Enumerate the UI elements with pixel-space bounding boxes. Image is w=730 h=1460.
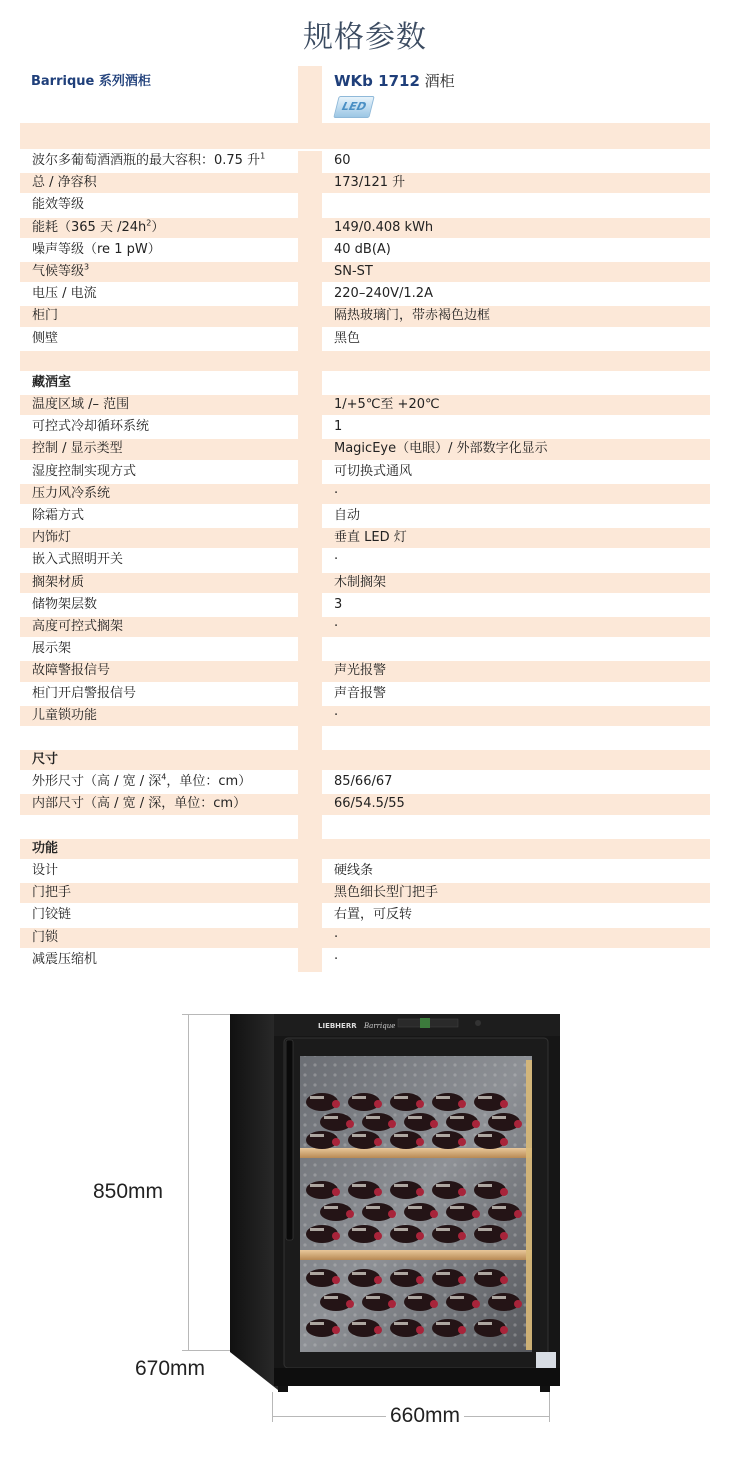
bottle-cap <box>332 1326 340 1334</box>
spec-label: 内饰灯 <box>20 528 298 548</box>
spec-table <box>20 66 710 972</box>
bottle-label <box>394 1096 408 1099</box>
bottle-label <box>310 1272 324 1275</box>
spec-value: 自动 <box>322 506 710 526</box>
bottle-label <box>450 1206 464 1209</box>
bottle-cap <box>500 1100 508 1108</box>
spec-row <box>20 550 710 572</box>
spec-row <box>20 706 710 728</box>
bottle-cap <box>416 1276 424 1284</box>
bottle-cap <box>374 1188 382 1196</box>
spec-value <box>322 750 710 770</box>
bottle-label <box>478 1184 492 1187</box>
led-badge-icon: LED <box>333 96 374 118</box>
spec-label: 可控式冷却循环系统 <box>20 417 298 437</box>
spec-row <box>20 661 710 683</box>
spec-label: 嵌入式照明开关 <box>20 550 298 570</box>
bottle-cap <box>346 1300 354 1308</box>
spec-row <box>20 306 710 328</box>
bottle-cap <box>472 1300 480 1308</box>
bottle-label <box>450 1116 464 1119</box>
spec-value: 黑色细长型门把手 <box>322 883 710 903</box>
bottle-label <box>366 1296 380 1299</box>
bottle-cap <box>500 1232 508 1240</box>
spec-row <box>20 173 710 195</box>
spec-value: 173/121 升 <box>322 173 710 193</box>
bottle-label <box>408 1116 422 1119</box>
bottle-label <box>394 1272 408 1275</box>
spec-label: 压力风冷系统 <box>20 484 298 504</box>
bottle-label <box>324 1296 338 1299</box>
bottle-cap <box>430 1210 438 1218</box>
brand-script-logo: Barrique <box>364 1022 396 1030</box>
spec-label: 门铰链 <box>20 905 298 925</box>
spec-row <box>20 151 710 173</box>
lock-icon <box>475 1020 481 1026</box>
spec-label: 减震压缩机 <box>20 950 298 970</box>
spec-row <box>20 195 710 217</box>
bottle-label <box>492 1116 506 1119</box>
bottle-cap <box>430 1120 438 1128</box>
spec-rows <box>20 151 710 972</box>
spec-row <box>20 861 710 883</box>
bottle-cap <box>332 1138 340 1146</box>
spec-value: 右置，可反转 <box>322 905 710 925</box>
spec-label <box>20 351 298 371</box>
spec-value: MagicEye（电眼）/ 外部数字化显示 <box>322 439 710 459</box>
spec-row <box>20 484 710 506</box>
display-icon <box>420 1018 430 1028</box>
bottle-cap <box>458 1326 466 1334</box>
led-light-strip <box>526 1060 532 1350</box>
product-figure <box>0 1000 730 1460</box>
spec-row <box>20 284 710 306</box>
spec-label: 波尔多葡萄酒酒瓶的最大容积：0.75 升$^1$ <box>20 151 298 171</box>
bottle-label <box>394 1228 408 1231</box>
spec-row <box>20 351 710 373</box>
series-name: Barrique 系列酒柜 <box>31 74 151 89</box>
bottle-label <box>492 1296 506 1299</box>
bottle-cap <box>416 1100 424 1108</box>
bottle-cap <box>374 1276 382 1284</box>
spec-value <box>322 728 710 748</box>
bottle-label <box>492 1206 506 1209</box>
spec-value <box>322 195 710 215</box>
bottle-label <box>408 1206 422 1209</box>
bottle-label <box>366 1116 380 1119</box>
bottle-label <box>310 1228 324 1231</box>
bottle-label <box>366 1206 380 1209</box>
bottle-label <box>478 1134 492 1137</box>
spec-row <box>20 950 710 972</box>
bottle-label <box>310 1322 324 1325</box>
bottle-cap <box>416 1232 424 1240</box>
spec-row <box>20 506 710 528</box>
spec-value: 木制搁架 <box>322 573 710 593</box>
bottle-cap <box>346 1210 354 1218</box>
spec-value <box>322 817 710 837</box>
spec-label: 储物架层数 <box>20 595 298 615</box>
bottle-label <box>478 1096 492 1099</box>
spec-value: 隔热玻璃门，带赤褐色边框 <box>322 306 710 326</box>
spec-row <box>20 883 710 905</box>
height-dimension-label: 850mm <box>93 1180 164 1203</box>
spec-row <box>20 817 710 839</box>
bottle-cap <box>346 1120 354 1128</box>
spec-value: · <box>322 950 710 970</box>
spec-label: 功能 <box>20 839 298 859</box>
bottle-label <box>436 1184 450 1187</box>
bottle-cap <box>416 1188 424 1196</box>
spec-value: 40 dB(A) <box>322 240 710 260</box>
spec-label: 藏酒室 <box>20 373 298 393</box>
header-divider-bar <box>20 123 710 151</box>
spec-row <box>20 839 710 861</box>
spec-label: 能效等级 <box>20 195 298 215</box>
bottle-label <box>436 1134 450 1137</box>
wine-cabinet-illustration <box>0 1000 730 1460</box>
spec-label <box>20 728 298 748</box>
spec-label: 尺寸 <box>20 750 298 770</box>
spec-row <box>20 462 710 484</box>
spec-label: 气候等级$^3$ <box>20 262 298 282</box>
bottle-label <box>478 1228 492 1231</box>
bottle-label <box>310 1184 324 1187</box>
bottle-cap <box>472 1120 480 1128</box>
spec-label: 湿度控制实现方式 <box>20 462 298 482</box>
bottle-cap <box>374 1138 382 1146</box>
bottle-cap <box>430 1300 438 1308</box>
spec-label: 温度区域 /– 范围 <box>20 395 298 415</box>
model-name: WKb 1712 酒柜 <box>334 72 455 90</box>
spec-label: 电压 / 电流 <box>20 284 298 304</box>
bottle-cap <box>458 1138 466 1146</box>
spec-value: 1 <box>322 417 710 437</box>
spec-label: 外形尺寸（高 / 宽 / 深$^4$，单位：cm） <box>20 772 298 792</box>
spec-label: 设计 <box>20 861 298 881</box>
spec-value: · <box>322 550 710 570</box>
spec-row <box>20 439 710 461</box>
bottle-label <box>352 1134 366 1137</box>
spec-value: · <box>322 706 710 726</box>
bottle-cap <box>374 1100 382 1108</box>
bottle-cap <box>374 1232 382 1240</box>
spec-label: 噪声等级（re 1 pW） <box>20 240 298 260</box>
spec-value: 可切换式通风 <box>322 462 710 482</box>
spec-row <box>20 617 710 639</box>
bottle-cap <box>472 1210 480 1218</box>
spec-label: 控制 / 显示类型 <box>20 439 298 459</box>
door-handle <box>286 1040 293 1240</box>
spec-value: 黑色 <box>322 329 710 349</box>
page-title: 规格参数 <box>303 20 427 55</box>
spec-value: 1/+5℃至 +20℃ <box>322 395 710 415</box>
bottle-cap <box>500 1326 508 1334</box>
spec-row <box>20 595 710 617</box>
spec-value: 220–240V/1.2A <box>322 284 710 304</box>
spec-row <box>20 728 710 750</box>
spec-label: 高度可控式搁架 <box>20 617 298 637</box>
spec-value: 声光报警 <box>322 661 710 681</box>
bottle-cap <box>458 1188 466 1196</box>
spec-label: 门锁 <box>20 928 298 948</box>
spec-row <box>20 794 710 816</box>
spec-label: 总 / 净容积 <box>20 173 298 193</box>
spec-label <box>20 817 298 837</box>
spec-value: 声音报警 <box>322 684 710 704</box>
bottle-label <box>352 1184 366 1187</box>
spec-label: 柜门开启警报信号 <box>20 684 298 704</box>
bottle-label <box>310 1096 324 1099</box>
spec-value <box>322 373 710 393</box>
spec-value: 硬线条 <box>322 861 710 881</box>
spec-value: 60 <box>322 151 710 171</box>
spec-label: 儿童锁功能 <box>20 706 298 726</box>
bottle-cap <box>332 1276 340 1284</box>
spec-row <box>20 928 710 950</box>
spec-value <box>322 839 710 859</box>
spec-value: · <box>322 617 710 637</box>
bottle-label <box>352 1228 366 1231</box>
cabinet-side-panel <box>230 1014 278 1390</box>
bottle-cap <box>388 1300 396 1308</box>
bottle-cap <box>458 1232 466 1240</box>
spec-row <box>20 262 710 284</box>
bottle-label <box>394 1184 408 1187</box>
spec-value: SN-ST <box>322 262 710 282</box>
bottle-cap <box>416 1326 424 1334</box>
spec-value: · <box>322 928 710 948</box>
spec-row <box>20 395 710 417</box>
spec-row <box>20 772 710 794</box>
spec-label: 故障警报信号 <box>20 661 298 681</box>
bottle-label <box>436 1272 450 1275</box>
bottle-cap <box>500 1276 508 1284</box>
spec-row <box>20 417 710 439</box>
brand-logo: LIEBHERR <box>318 1022 357 1030</box>
spec-value: 垂直 LED 灯 <box>322 528 710 548</box>
bottle-label <box>478 1322 492 1325</box>
spec-row <box>20 750 710 772</box>
shelf-2 <box>300 1250 532 1260</box>
bottle-label <box>394 1134 408 1137</box>
bottle-cap <box>332 1188 340 1196</box>
bottle-label <box>436 1322 450 1325</box>
spec-row <box>20 218 710 240</box>
bottle-cap <box>500 1188 508 1196</box>
bottle-label <box>478 1272 492 1275</box>
bottle-label <box>352 1096 366 1099</box>
bottle-cap <box>388 1210 396 1218</box>
bottle-label <box>450 1296 464 1299</box>
spec-label: 展示架 <box>20 639 298 659</box>
bottle-cap <box>514 1210 522 1218</box>
bottle-cap <box>388 1120 396 1128</box>
spec-value: · <box>322 484 710 504</box>
shelf-1 <box>300 1148 532 1158</box>
bottle-label <box>436 1096 450 1099</box>
bottle-cap <box>500 1138 508 1146</box>
spec-row <box>20 329 710 351</box>
spec-label: 内部尺寸（高 / 宽 / 深，单位：cm） <box>20 794 298 814</box>
spec-label: 能耗（365 天 $/24h^2$） <box>20 218 298 238</box>
bottle-label <box>436 1228 450 1231</box>
spec-row <box>20 528 710 550</box>
spec-row <box>20 639 710 661</box>
bottle-cap <box>416 1138 424 1146</box>
spec-row <box>20 573 710 595</box>
spec-value <box>322 639 710 659</box>
bottle-cap <box>458 1100 466 1108</box>
bottle-label <box>394 1322 408 1325</box>
spec-table-header <box>20 66 710 123</box>
bottle-cap <box>514 1120 522 1128</box>
spec-value: 3 <box>322 595 710 615</box>
bottle-label <box>352 1272 366 1275</box>
bottle-label <box>324 1206 338 1209</box>
bottle-label <box>324 1116 338 1119</box>
spec-label: 除霜方式 <box>20 506 298 526</box>
bottle-cap <box>514 1300 522 1308</box>
depth-dimension-label: 670mm <box>135 1357 206 1380</box>
bottle-label <box>352 1322 366 1325</box>
bottle-cap <box>332 1232 340 1240</box>
spec-label: 门把手 <box>20 883 298 903</box>
spec-row <box>20 684 710 706</box>
width-dimension-label: 660mm <box>386 1404 464 1428</box>
spec-row <box>20 905 710 927</box>
bottle-cap <box>458 1276 466 1284</box>
spec-value: 85/66/67 <box>322 772 710 792</box>
spec-row <box>20 373 710 395</box>
spec-label: 搁架材质 <box>20 573 298 593</box>
spec-value: 149/0.408 kWh <box>322 218 710 238</box>
spec-label: 柜门 <box>20 306 298 326</box>
bottle-label <box>310 1134 324 1137</box>
spec-label: 侧壁 <box>20 329 298 349</box>
spec-value: 66/54.5/55 <box>322 794 710 814</box>
spec-value <box>322 351 710 371</box>
bottle-label <box>408 1296 422 1299</box>
spec-row <box>20 240 710 262</box>
bottle-cap <box>332 1100 340 1108</box>
bottle-cap <box>374 1326 382 1334</box>
